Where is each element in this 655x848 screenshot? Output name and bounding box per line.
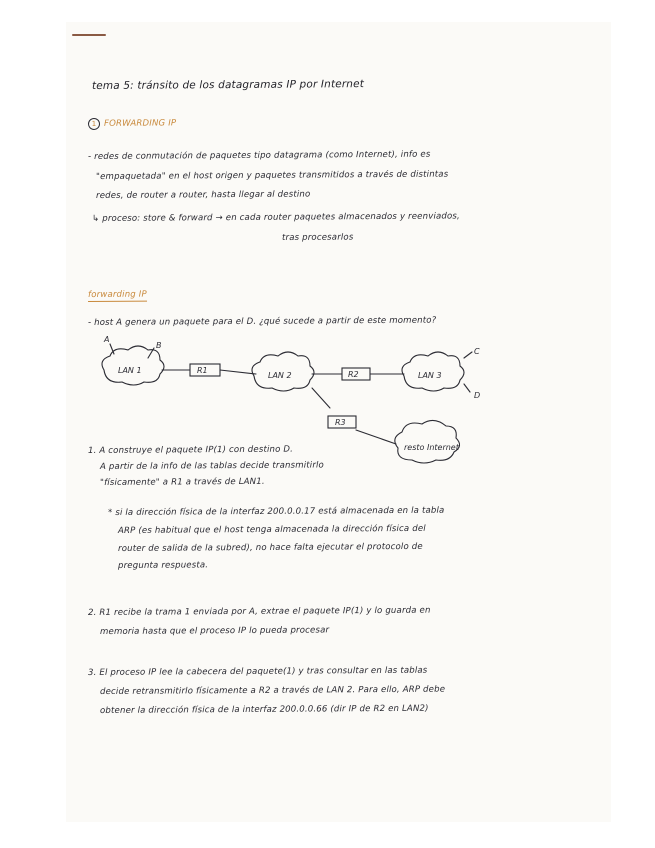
section1-line-4: ↳ proceso: store & forward → en cada router paquetes almacenados y reenviados, xyxy=(91,211,460,224)
router-r2-label: R2 xyxy=(348,370,359,379)
step1-note-3: router de salida de la subred), no hace falta ejecutar el protocolo de xyxy=(117,541,423,554)
host-c-label: C xyxy=(474,347,480,356)
step2-line-2: memoria hasta que el proceso IP lo pueda procesar xyxy=(99,625,330,637)
step1-note-2: ARP (es habitual que el host tenga almacenada la dirección física del xyxy=(117,523,426,536)
section1-heading xyxy=(88,117,176,130)
step2-line-1: 2. R1 recibe la trama 1 enviada por A, extrae el paquete IP(1) y lo guarda en xyxy=(87,605,431,618)
step3-line-1: 3. El proceso IP lee la cabecera del paquete(1) y tras consultar en las tablas xyxy=(87,665,428,678)
section1-line-5: tras procesarlos xyxy=(281,232,354,243)
section2-question: - host A genera un paquete para el D. ¿qué sucede a partir de este momento? xyxy=(87,315,437,328)
section2-heading xyxy=(88,290,147,300)
page-title: tema 5: tránsito de los datagramas IP por Internet xyxy=(91,78,365,92)
lan1-label: LAN 1 xyxy=(118,366,142,375)
step1-line-3: "físicamente" a R1 a través de LAN1. xyxy=(99,476,265,488)
section1-line-2: "empaquetada" en el host origen y paquetes transmitidos a través de distintas xyxy=(95,169,449,182)
step3-line-3: obtener la dirección física de la interfaz 200.0.0.66 (dir IP de R2 en LAN2) xyxy=(99,703,429,716)
step1-note-1: * si la dirección física de la interfaz 200.0.0.17 está almacenada en la tabla xyxy=(107,505,445,518)
top-mark xyxy=(72,34,106,36)
host-d-label: D xyxy=(474,391,481,400)
lan2-label: LAN 2 xyxy=(268,371,292,380)
host-b-label: B xyxy=(156,341,162,350)
section1-line-1: - redes de conmutación de paquetes tipo datagrama (como Internet), info es xyxy=(87,149,431,162)
section1-heading-text: FORWARDING IP xyxy=(103,118,177,129)
section1-line-3: redes, de router a router, hasta llegar al destino xyxy=(95,189,311,201)
step1-note-4: pregunta respuesta. xyxy=(117,560,209,571)
step3-line-2: decide retransmitirlo físicamente a R2 a través de LAN 2. Para ello, ARP debe xyxy=(99,684,446,697)
router-r1-label: R1 xyxy=(197,366,208,375)
internet-label: resto Internet xyxy=(404,443,459,452)
lan3-label: LAN 3 xyxy=(418,371,442,380)
internet-cloud xyxy=(395,420,460,463)
host-a-label: A xyxy=(104,336,110,344)
step1-line-2: A partir de la info de las tablas decide transmitirlo xyxy=(99,460,324,472)
router-r3-label: R3 xyxy=(335,418,346,427)
section-number-circle: 1 xyxy=(88,118,100,130)
network-diagram xyxy=(96,336,516,478)
step1-line-1: 1. A construye el paquete IP(1) con destino D. xyxy=(87,444,294,456)
section2-heading-text: forwarding IP xyxy=(87,289,147,300)
